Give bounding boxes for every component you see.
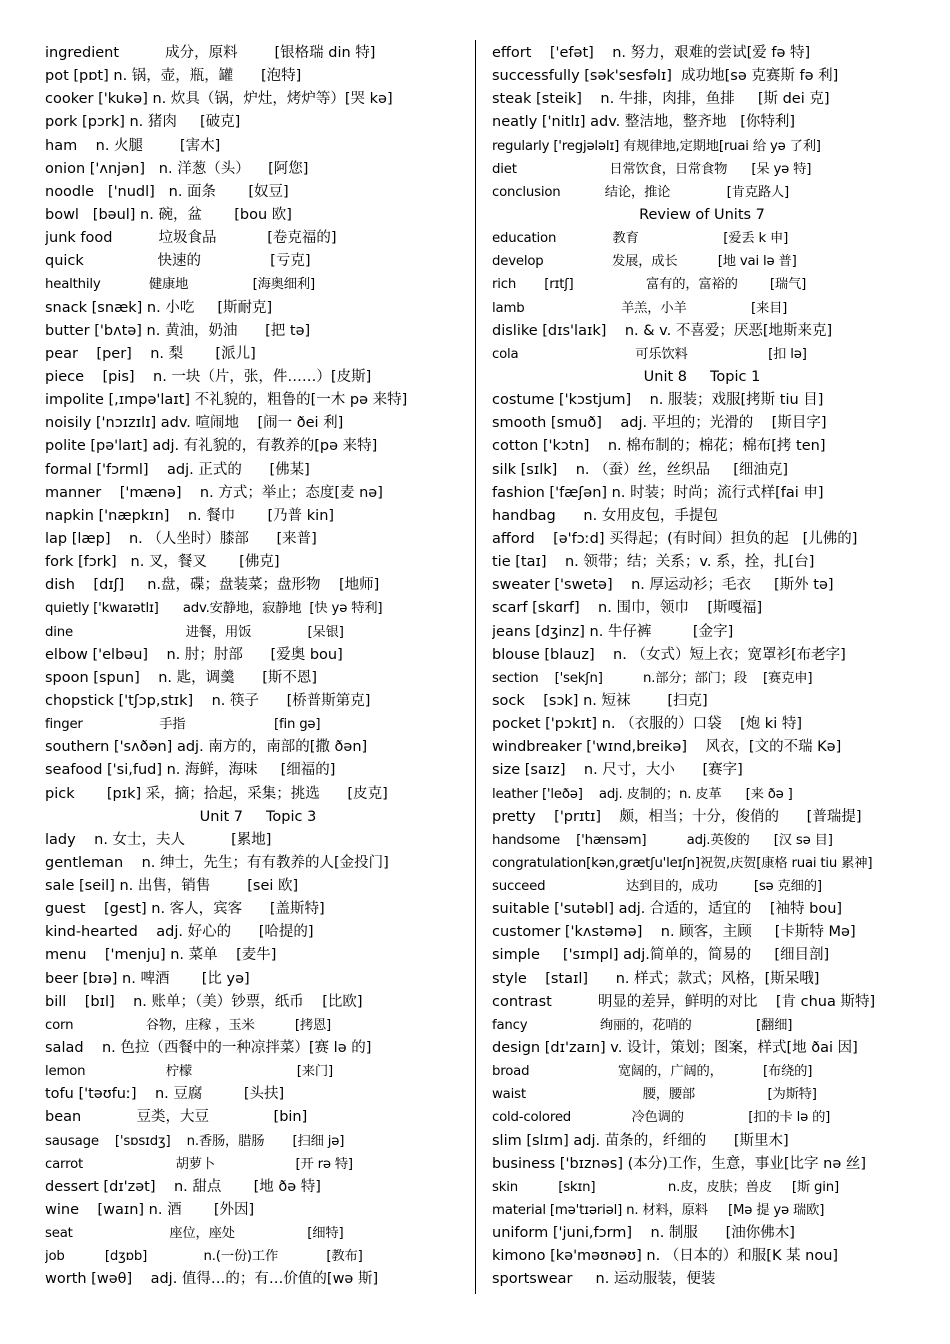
vocab-entry: effort ['efət] n. 努力，艰难的尝试[爱 fə 特]	[492, 45, 811, 61]
vocab-entry: junk food 垃圾食品 [卷克福的]	[45, 230, 337, 247]
vocab-entry: fork [fɔrk] n. 叉，餐叉 [佛克]	[45, 554, 280, 571]
vocab-entry: lamb 羊羔，小羊 [来目]	[492, 300, 788, 316]
vocab-entry: butter ['bʌtə] n. 黄油，奶油 [把 tə]	[45, 322, 311, 339]
vocab-entry: broad 宽阔的，广阔的， [布绕的]	[492, 1064, 813, 1080]
vocab-entry: dislike [dɪs'laɪk] n. & v. 不喜爱；厌恶[地斯来克]	[492, 322, 833, 339]
vocab-entry: style [staɪl] n. 样式；款式；风格，[斯呆哦]	[492, 970, 820, 987]
vocab-entry: dish [dɪʃ] n.盘，碟；盘装菜；盘形物 [地师]	[45, 577, 380, 594]
vocab-entry: seafood ['si,fud] n. 海鲜，海味 [细福的]	[45, 762, 336, 779]
vocab-entry: handsome ['hænsəm] adj.英俊的 [汉 sə 目]	[492, 832, 833, 848]
vocab-entry: size [saɪz] n. 尺寸，大小 [赛字]	[492, 762, 743, 779]
vocab-entry: pot [pɒt] n. 锅，壶，瓶，罐 [泡特]	[45, 68, 302, 85]
vocab-entry: scarf [skɑrf] n. 围巾，领巾 [斯嘎福]	[492, 600, 763, 617]
vocab-entry: costume ['kɔstjum] n. 服装；戏服[拷斯 tiu 目]	[492, 392, 824, 409]
vocab-entry: polite [pə'laɪt] adj. 有礼貌的，有教养的[pə 来特]	[45, 438, 378, 455]
vocab-entry: smooth [smuð] adj. 平坦的；光滑的 [斯目字]	[492, 415, 827, 432]
vocab-entry: leather ['leðə] adj. 皮制的；n. 皮革 [来 ðə ]	[492, 786, 793, 802]
vocab-entry: snack [snæk] n. 小吃 [斯耐克]	[45, 299, 273, 316]
vocab-entry: chopstick ['tʃɔp,stɪk] n. 筷子 [桥普斯第克]	[45, 692, 371, 709]
vocab-entry: cooker ['kukə] n. 炊具（锅，炉灶，烤炉等）[哭 kə]	[45, 91, 393, 108]
vocab-entry: pretty ['prɪtɪ] 颇，相当；十分，俊俏的 [普瑞提]	[492, 808, 862, 825]
left-column	[45, 42, 471, 1292]
vocab-entry: manner ['mænə] n. 方式；举止；态度[麦 nə]	[45, 484, 383, 501]
vocab-entry: simple ['sɪmpl] adj.简单的，简易的 [细目剖]	[492, 947, 830, 964]
vocab-entry: ingredient 成分，原料 [银格瑞 din 特]	[45, 45, 376, 61]
vocab-entry: pork [pɔrk] n. 猪肉 [破克]	[45, 114, 241, 131]
vocab-entry: silk [sɪlk] n. （蚕）丝，丝织品 [细油克]	[492, 461, 789, 478]
vocab-entry: waist 腰，腰部 [为斯特]	[492, 1087, 817, 1103]
vocab-entry: carrot 胡萝卜 [开 rə 特]	[45, 1156, 353, 1172]
vocab-entry: conclusion 结论，推论 [肯克路人]	[492, 184, 790, 200]
vocab-entry: quick 快速的 [亏克]	[45, 253, 311, 270]
vocab-entry: kind-hearted adj. 好心的 [哈提的]	[45, 924, 314, 941]
vocab-entry: lap [læp] n. （人坐时）膝部 [来普]	[45, 530, 317, 547]
vocab-entry: pear [per] n. 梨 [派儿]	[45, 345, 256, 362]
vocab-entry: handbag n. 女用皮包，手提包	[492, 507, 718, 524]
vocab-entry: noodle ['nudl] n. 面条 [奴豆]	[45, 183, 289, 200]
vocab-entry: seat 座位，座处 [细特]	[45, 1226, 344, 1242]
vocab-entry: southern ['sʌðən] adj. 南方的，南部的[撒 ðən]	[45, 739, 368, 756]
vocab-entry: diet 日常饮食，日常食物 [呆 yə 特]	[492, 161, 812, 177]
vocab-entry: contrast 明显的差异，鲜明的对比 [肯 chua 斯特]	[492, 993, 876, 1010]
vocab-entry: onion ['ʌnjən] n. 洋葱（头） [阿您]	[45, 160, 309, 177]
vocab-entry: business ['bɪznəs] (本分)工作，生意，事业[比字 nə 丝]	[492, 1155, 867, 1172]
vocab-entry: ham n. 火腿 [害木]	[45, 137, 221, 154]
vocab-entry: succeed 达到目的，成功 [sə 克细的]	[492, 879, 822, 895]
vocab-entry: customer ['kʌstəmə] n. 顾客，主顾 [卡斯特 Mə]	[492, 924, 856, 941]
vocab-entry: bean 豆类，大豆 [bin]	[45, 1109, 308, 1126]
vocab-entry: kimono [kə'məʊnəʊ] n. （日本的）和服[K 某 nou]	[492, 1248, 839, 1265]
vocab-entry: steak [steik] n. 牛排，肉排，鱼排 [斯 dei 克]	[492, 91, 830, 108]
vocab-entry: neatly ['nitlɪ] adv. 整洁地，整齐地 [你特利]	[492, 114, 796, 131]
vocab-entry: corn 谷物，庄稼 ，玉米 [拷恩]	[45, 1017, 332, 1033]
vocab-entry: job [dʒɒb] n.(一份)工作 [教布]	[45, 1249, 363, 1265]
vocab-entry: sale [seil] n. 出售，销售 [sei 欧]	[45, 878, 299, 895]
vocab-entry: section ['sekʃn] n.部分；部门；段 [赛克申]	[492, 670, 813, 686]
vocab-entry: elbow ['elbəu] n. 肘；肘部 [爱奥 bou]	[45, 646, 343, 663]
vocab-entry: pick [pɪk] 采，摘；拾起，采集；挑选 [皮克]	[45, 785, 388, 802]
vocab-entry: piece [pis] n. 一块（片，张，件……）[皮斯]	[45, 368, 372, 385]
vocab-entry: rich [rɪtʃ] 富有的，富裕的 [瑞气]	[492, 277, 807, 293]
vocab-entry: windbreaker ['wɪnd,breikə] 风衣，[文的不瑞 Kə]	[492, 739, 842, 756]
vocab-entry: fashion ['fæʃən] n. 时装；时尚；流行式样[fai 申]	[492, 484, 824, 501]
vocab-entry: cotton ['kɔtn] n. 棉布制的；棉花；棉布[拷 ten]	[492, 438, 826, 455]
vocab-entry: formal ['fɔrml] adj. 正式的 [佛某]	[45, 461, 310, 478]
vocab-entry: congratulation[kən,grætʃu'leɪʃn]祝贺,庆贺[康格 ruai tiu 累神]	[492, 855, 873, 871]
vocab-entry: healthily 健康地 [海奥细利]	[45, 277, 315, 293]
vocab-entry: bill [bɪl] n. 账单；（美）钞票，纸币 [比欧]	[45, 993, 363, 1010]
vocab-entry: sock [sɔk] n. 短袜 [扫克]	[492, 692, 708, 709]
vocab-entry: blouse [blauz] n. （女式）短上衣；宽罩衫[布老字]	[492, 646, 846, 663]
vocab-entry: lady n. 女士，夫人 [累地]	[45, 831, 272, 848]
vocab-entry: tofu ['təʊfuː] n. 豆腐 [头扶]	[45, 1086, 285, 1103]
vocab-entry: afford [ə'fɔːd] 买得起；(有时间）担负的起 [儿佛的]	[492, 530, 858, 547]
vocab-entry: napkin ['næpkɪn] n. 餐巾 [乃普 kin]	[45, 507, 335, 524]
vocab-entry: sweater ['swetə] n. 厚运动衫；毛衣 [斯外 tə]	[492, 577, 834, 594]
vocab-entry: uniform ['juni,fɔrm] n. 制服 [油你佛木]	[492, 1225, 795, 1242]
vocab-entry: slim [slɪm] adj. 苗条的，纤细的 [斯里木]	[492, 1132, 789, 1149]
vocab-entry: dine 进餐，用饭 [呆银]	[45, 624, 344, 640]
vocab-entry: cold-colored 冷色调的 [扣的卡 lə 的]	[492, 1110, 831, 1126]
vocab-entry: successfully [sək'sesfəlɪ] 成功地[sə 克赛斯 fə 利]	[492, 68, 839, 85]
vocab-entry: menu ['menju] n. 菜单 [麦牛]	[45, 947, 277, 964]
vocab-entry: material [mə'tɪəriəl] n. 材料，原料 [Mə 提 yə 瑞欧]	[492, 1203, 825, 1219]
vocab-entry: gentleman n. 绅士，先生；有有教养的人[金投门]	[45, 854, 389, 871]
vocab-entry: finger 手指 [fin gə]	[45, 717, 321, 733]
vocab-entry: pocket ['pɔkɪt] n. （衣服的）口袋 [炮 ki 特]	[492, 716, 802, 733]
vocab-entry: wine [waɪn] n. 酒 [外因]	[45, 1202, 255, 1219]
vocab-entry: noisily ['nɔɪzɪlɪ] adv. 喧闹地 [闹一 ðei 利]	[45, 415, 344, 432]
section-heading: Review of Units 7	[639, 206, 765, 223]
vocab-entry: guest [gest] n. 客人，宾客 [盖斯特]	[45, 901, 325, 918]
vocab-entry: spoon [spun] n. 匙，调羹 [斯不恩]	[45, 669, 318, 686]
vocab-entry: dessert [dɪ'zət] n. 甜点 [地 ðə 特]	[45, 1178, 321, 1195]
vocab-entry: develop 发展，成长 [地 vai lə 普]	[492, 254, 797, 270]
vocab-entry: sausage ['sɒsɪdʒ] n.香肠，腊肠 [扫细 jə]	[45, 1133, 345, 1149]
vocab-entry: beer [bɪə] n. 啤酒 [比 yə]	[45, 970, 250, 987]
vocab-entry: fancy 绚丽的，花哨的 [翻细]	[492, 1017, 793, 1033]
vocab-entry: jeans [dʒinz] n. 牛仔裤 [金字]	[492, 623, 734, 640]
vocab-entry: tie [taɪ] n. 领带；结；关系；v. 系，拴，扎[台]	[492, 554, 815, 571]
vocab-entry: cola 可乐饮料 [扣 lə]	[492, 346, 807, 362]
vocab-entry: regularly ['regjələlɪ] 有规律地,定期地[ruai 给 yə 了利]	[492, 138, 821, 154]
vocab-entry: worth [wəθ] adj. 值得…的；有…价值的[wə 斯]	[45, 1271, 379, 1288]
right-column	[492, 42, 912, 1292]
vocab-entry: salad n. 色拉（西餐中的一种凉拌菜）[赛 lə 的]	[45, 1040, 372, 1057]
vocab-entry: design [dɪ'zaɪn] v. 设计，策划；图案，样式[地 ðai 因]	[492, 1040, 858, 1057]
vocab-entry: lemon 柠檬 [来门]	[45, 1064, 333, 1080]
vocab-entry: impolite [,ɪmpə'laɪt] 不礼貌的，粗鲁的[一木 pə 来特]	[45, 392, 408, 409]
vocab-entry: skin [skɪn] n.皮，皮肤；兽皮 [斯 gin]	[492, 1179, 839, 1195]
vocab-entry: bowl [bəul] n. 碗，盆 [bou 欧]	[45, 206, 292, 223]
vocab-entry: education 教育 [爱丢 k 申]	[492, 231, 789, 247]
vocab-entry: quietly ['kwaɪətlɪ] adv.安静地，寂静地 [快 yə 特利]	[45, 601, 383, 617]
section-heading: Unit 8 Topic 1	[643, 368, 761, 385]
vocab-entry: suitable ['sutəbl] adj. 合适的，适宜的 [袖特 bou]	[492, 901, 843, 918]
vocab-entry: sportswear n. 运动服装，便装	[492, 1271, 716, 1288]
section-heading: Unit 7 Topic 3	[199, 808, 317, 825]
column-divider	[475, 40, 476, 1294]
